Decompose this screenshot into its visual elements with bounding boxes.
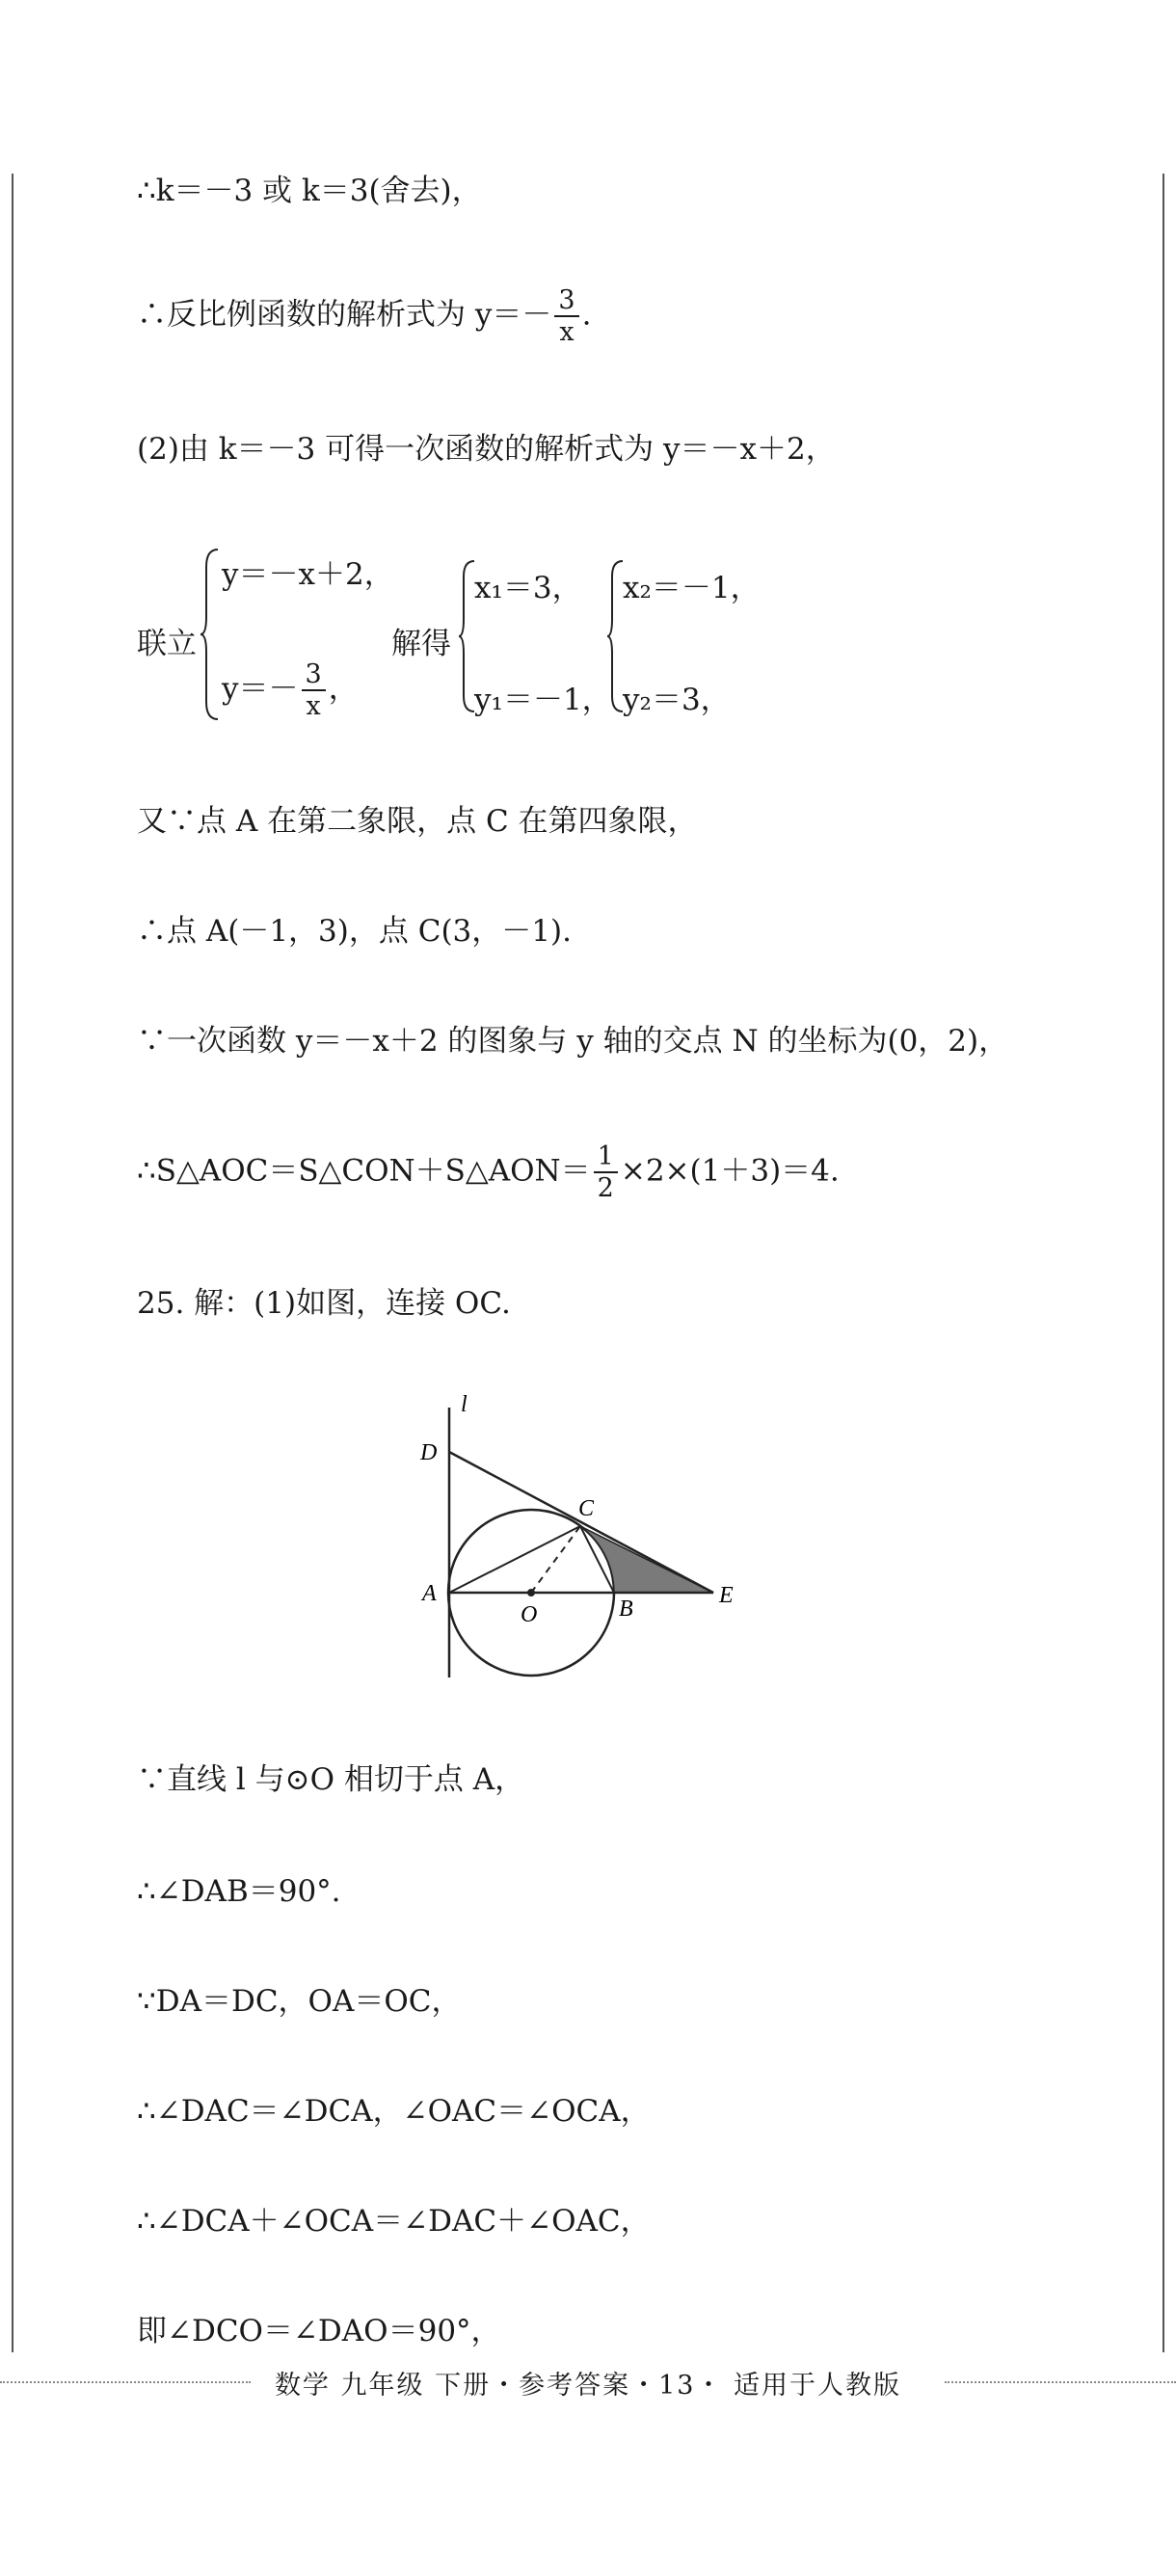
line2-prefix: ∴反比例函数的解析式为 y＝－ [137,297,552,333]
sys-eq2-suffix: ， [328,671,359,707]
label-d: D [420,1440,438,1465]
system-label: 联立 [137,627,197,661]
text-line-11: ∴∠DAB＝90°. [137,1874,341,1909]
label-o: O [521,1602,538,1627]
geometry-figure [405,1388,771,1706]
solution-2-x: x₂＝－1， [623,571,761,605]
fraction-denominator: 2 [597,1173,614,1204]
fraction-numerator: 3 [554,285,578,317]
text-line-7: ∵一次函数 y＝－x＋2 的图象与 y 轴的交点 N 的坐标为(0，2)， [137,1024,1009,1059]
page-footer: 数学 九年级 下册・参考答案・13・ 适用于人教版 [274,2371,902,2401]
system-equation-2 [222,659,359,721]
system-brace [199,548,220,721]
text-line-5: 又∵点 A 在第二象限，点 C 在第四象限， [137,804,698,839]
solution-brace-2 [605,559,625,713]
label-e: E [719,1583,734,1608]
label-b: B [619,1597,633,1622]
fraction-denominator: x [559,317,575,348]
text-line-8 [137,1141,840,1203]
left-margin-line [12,174,13,2352]
system-equation-1: y＝－x＋2， [222,557,394,592]
line8-prefix: ∴S△AOC＝S△CON＋S△AON＝ [137,1153,591,1189]
text-line-14: ∴∠DCA＋∠OCA＝∠DAC＋∠OAC， [137,2204,651,2239]
text-line-1: ∴k＝－3 或 k＝3(舍去)， [137,174,482,208]
label-c: C [578,1496,595,1521]
solve-label: 解得 [391,627,451,661]
text-line-10: ∵直线 l 与⊙O 相切于点 A， [137,1762,525,1797]
text-line-9: 25. 解：(1)如图，连接 OC. [137,1286,511,1321]
label-l: l [461,1392,468,1417]
sys-eq2-prefix: y＝－ [222,671,299,707]
line-oc-dashed [531,1526,580,1593]
line8-suffix: ×2×(1＋3)＝4. [620,1153,840,1189]
fraction-3-over-x-2 [302,659,326,721]
text-line-15: 即∠DCO＝∠DAO＝90°， [137,2314,501,2348]
text-line-2 [137,285,591,347]
fraction-1-over-2 [594,1141,618,1203]
text-line-13: ∴∠DAC＝∠DCA，∠OAC＝∠OCA， [137,2094,651,2129]
center-point-o [527,1589,535,1597]
text-line-3: (2)由 k＝－3 可得一次函数的解析式为 y＝－x＋2， [137,432,836,467]
line-ac [449,1526,580,1593]
fraction-numerator: 3 [302,659,326,691]
fraction-3-over-x [554,285,578,347]
solution-2-y: y₂＝3， [623,683,731,717]
label-a: A [422,1581,437,1606]
solution-brace-1 [457,559,476,713]
fraction-denominator: x [306,691,321,722]
text-line-6: ∴点 A(－1，3)，点 C(3，－1). [137,914,572,949]
line2-suffix: . [581,297,592,333]
solution-1-x: x₁＝3， [474,571,582,605]
solution-1-y: y₁＝－1， [474,683,612,717]
text-line-12: ∵DA＝DC，OA＝OC， [137,1984,462,2019]
fraction-numerator: 1 [594,1141,618,1173]
right-margin-line [1163,174,1164,2352]
